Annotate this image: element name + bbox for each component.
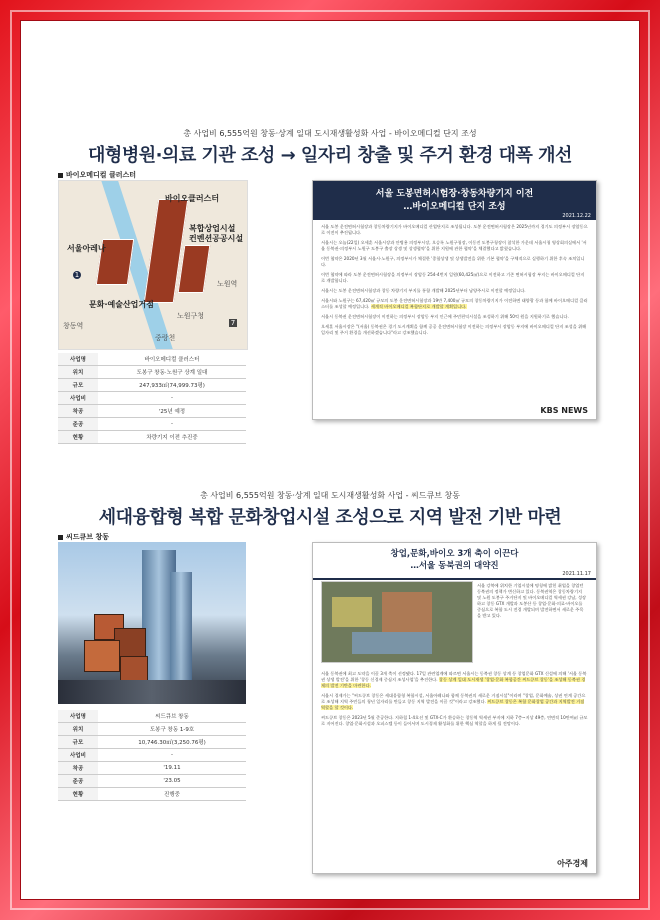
bottom-news-body	[313, 667, 596, 735]
map-label-complex2: 컨벤션공공시설	[189, 234, 244, 243]
top-news-title2: …바이오메디컬 단지 조성	[403, 202, 506, 212]
info-row	[58, 379, 246, 392]
info-key: 사업비	[58, 392, 98, 405]
info-value: -	[98, 749, 246, 762]
complex-block	[178, 245, 211, 293]
info-value: '19.11	[98, 762, 246, 775]
info-key: 준공	[58, 418, 98, 431]
tower-shape	[170, 572, 192, 692]
map-label-complex1: 복합상업시설	[189, 224, 236, 233]
seedcube-rendering-image	[58, 542, 246, 704]
info-row	[58, 366, 246, 379]
top-news-p2: 서울시는 오늘(22일) 오세훈 서울시장과 안병용 의정부시장, 오승록 노원구청장, 이동진 도봉구청장이 참석한 가운데 서울시청 영상회의실에서 '서울 동북권-의정부시 노원구 도봉구 출장 상생 및 상생협약'을 위한 지원에 관한 협약'을 체결했다고 밝혔습니다.	[321, 240, 587, 251]
info-row	[58, 723, 246, 736]
map-label-jungnangcheon: 중랑천	[155, 334, 176, 342]
info-value: 10,746.30㎡(3,250.76평)	[98, 736, 246, 749]
info-row	[58, 431, 246, 444]
street-shape	[58, 680, 246, 704]
info-key: 현황	[58, 431, 98, 444]
bottom-news-p3: 씨드큐브 창동은 2023년 5월 준공한다. 지하철 1·4호선 및 GTX-C가 환승하는 창동역 역세권 부지에 지하 7층~지상 49층, 연면적 10만여㎡ 규모로 지어진다. 창업·문화시설과 오피스텔 등이 들어서며 도시경제 활성화를 위한 핵심 역할을 하게 될 전망이다.	[321, 715, 588, 726]
top-news-p8: 오세훈 서울시장은 "(서울) 동북권은 경기 도시계획을 함께 공공 운전면허시험장 이전하는 의정부시 장암동 부지에 바이오메디컬 단지 조성을 위해 일자리 및 주거 환경을 개선하겠습니다"라고 강조했습니다.	[321, 324, 587, 335]
top-news-card	[312, 180, 597, 420]
info-value: '23.05	[98, 775, 246, 788]
top-label-text: 바이오메디컬 클러스터	[66, 171, 137, 179]
info-key: 사업비	[58, 749, 98, 762]
aerial-map-image	[321, 581, 473, 663]
bottom-subtitle: 총 사업비 6,555억원 창동·상계 일대 도시재생활성화 사업 - 씨드큐브 창동	[200, 491, 460, 500]
top-news-p6	[321, 298, 588, 310]
bottom-news-p1-highlight: 창동 상계 일대 도시재생 '창업·문화 복합공간 씨드큐브 창동'을 조성해 동북권 경제의 발전 기반을 마련한다.	[321, 677, 586, 688]
top-news-brand: KBS NEWS	[540, 406, 588, 415]
info-row	[58, 392, 246, 405]
map-label-nowon-office: 노원구청	[177, 312, 205, 320]
top-news-p7: 서울시 동북권 운전면허시험장이 이전하는 의정부시 장암동 부지 인근에 주민편익시설을 조성하기 위해 50억 원을 지원하기로 했습니다.	[321, 314, 569, 319]
info-key: 사업명	[58, 710, 98, 723]
info-key: 위치	[58, 723, 98, 736]
info-row	[58, 353, 246, 366]
top-headline: 대형병원·의료 기관 조성 → 일자리 창출 및 주거 환경 대폭 개선	[88, 145, 572, 166]
cube-shape	[84, 640, 120, 672]
top-news-date: 2021.12.22	[562, 213, 591, 219]
info-value: 씨드큐브 창동	[98, 710, 246, 723]
bottom-news-p1-text: 서울 동북권에 최고 도약을 이끌 3개 축이 선정됐다. 17일 관련업계에 따르면 서울시는 동북권 창동 상계 등 창업문화 GTX 신설에 의해 '서울 동북권 상생 발전'을 위한 '창동 신경제 중심지 조성사업'을 추진한다.	[321, 671, 587, 682]
map-marker-1: 1	[74, 271, 80, 279]
zone-shape	[382, 592, 432, 632]
info-value: 바이오메디컬 클러스터	[98, 353, 246, 366]
top-news-body	[313, 220, 596, 344]
map-label-bio-cluster: 바이오클러스터	[165, 194, 220, 203]
top-news-p1: 서울 도봉 운전면허시험장과 창동차량기지가 바이오메디컬 산업단지로 조성됩니다. 도봉 운전면허시험장은 2025년까지 경기도 의정부시 장암동으로 이전이 추진됩니다.	[321, 224, 588, 235]
bottom-news-side	[477, 583, 587, 623]
square-bullet-icon	[58, 173, 63, 178]
info-row	[58, 405, 246, 418]
bottom-news-side-text: 서울 강북에 위치한 기업시설에 명칭에 밝힌 취업을 창업던 동북권의 정책가 변신하고 있다. 동북권역은 창동차량기지 및 노원 도봉구 주거단지 및 바이오메디컬 역세권 강남, 성장하고 창동 GTX 개발과 도봉산 등 창업·문화·의료·바이오를 중심으로 복합 도시 전경 개발되며 발전하면서 새로운 주목을 받고 있다.	[477, 583, 587, 618]
info-row	[58, 749, 246, 762]
info-value: -	[98, 418, 246, 431]
bottom-news-title2: …서울 동북권의 대약진	[410, 561, 499, 571]
info-key: 규모	[58, 379, 98, 392]
top-news-header	[313, 181, 596, 220]
info-value: 차량기지 이전 추진중	[98, 431, 246, 444]
top-news-title1: 서울 도봉면허시험장·창동차량기지 이전	[375, 189, 534, 199]
bottom-news-card	[312, 542, 597, 874]
bottom-section-label	[58, 532, 602, 542]
info-value: 도봉구 창동·노원구 상계 일대	[98, 366, 246, 379]
info-value: 도봉구 창동 1-9호	[98, 723, 246, 736]
document-page	[58, 118, 602, 902]
info-row	[58, 736, 246, 749]
bottom-label-text: 씨드큐브 창동	[66, 533, 110, 541]
info-value: 247,933㎡(74,999.73평)	[98, 379, 246, 392]
top-news-p3: 이번 협약은 2020년 3월 서울시·노원구, 의정부시가 체결한 '종합상생 및 상생발전을 위한 기본 협약'을 구체적으로 실행하기 위한 후속 조치입니다.	[321, 256, 585, 267]
cluster-map	[58, 180, 248, 350]
bottom-news-p1	[321, 671, 588, 689]
top-news-p4: 이번 협약에 따라 도봉 운전면허시험장을 의정부시 장암동 254-4번지 일원(60,425㎡)으로 이전하고 기존 면허시험장 부지는 바이오메디컬 단지로 개발합니다.	[321, 272, 585, 283]
bottom-news-brand: 아주경제	[557, 859, 588, 868]
bottom-news-p2-highlight: 씨드큐브 창동은 복합 문화창업 공간과 지역발전 거점 역할을 할 것이다.	[321, 699, 585, 710]
top-info-table	[58, 353, 246, 444]
bottom-news-p2	[321, 693, 588, 711]
bottom-news-p2-text: 서울시 경제가는 "씨드큐브 창동은 세대융합형 복합시설, 서울아레나와 함께 동북권의 새로운 거점시설"이라며 "창업, 문화예술, 상권 연계 공간으로 조성해 지역 주민들의 청년 일자리를 만들고 창동 지역 발전을 이끌 것"이라고 강조했다.	[321, 693, 586, 704]
top-news-p6-text: 서울시와 노원구는 67,420㎡ 규모의 도봉 운전면허시험장과 19만 7,400㎡ 규모의 창동차량기지가 이전하면 태양광 등과 함께 바이오메디컬 클러스터를 조성할 예정입니다.	[321, 298, 588, 309]
bottom-section	[58, 490, 602, 529]
info-key: 규모	[58, 736, 98, 749]
info-value: -	[98, 392, 246, 405]
bottom-info-table	[58, 710, 246, 801]
info-row	[58, 418, 246, 431]
info-row	[58, 788, 246, 801]
map-label-seoul-arena: 서울아레나	[67, 244, 106, 253]
info-row	[58, 775, 246, 788]
bottom-headline: 세대융합형 복합 문화창업시설 조성으로 지역 발전 기반 마련	[98, 507, 562, 528]
info-key: 착공	[58, 405, 98, 418]
bottom-news-date: 2021.11.17	[562, 571, 591, 577]
zone-shape	[332, 597, 372, 627]
info-key: 위치	[58, 366, 98, 379]
top-section	[58, 128, 602, 167]
square-bullet-icon	[58, 535, 63, 540]
top-news-p5: 서울시는 도봉 운전면허시험장과 창동 차량기지 부지를 통합 개발해 2025년부터 남양주시로 이전할 예정입니다.	[321, 288, 526, 293]
map-label-changdong-station: 창동역	[63, 322, 84, 330]
top-news-p6-highlight: 세계적 바이오메디컬 복합단지로 개발할 계획입니다.	[370, 304, 467, 309]
top-section-label	[58, 170, 602, 180]
map-label-culture-base: 문화·예술산업거점	[89, 300, 154, 309]
info-key: 준공	[58, 775, 98, 788]
info-key: 착공	[58, 762, 98, 775]
bottom-news-header	[313, 543, 596, 580]
info-value: 진행중	[98, 788, 246, 801]
info-key: 사업명	[58, 353, 98, 366]
map-label-nowon-station: 노원역	[217, 280, 238, 288]
info-row	[58, 762, 246, 775]
info-key: 현황	[58, 788, 98, 801]
map-marker-7: 7	[230, 319, 236, 327]
zone-shape	[352, 632, 432, 654]
bottom-news-title1: 창업,문화,바이오 3개 축이 이끈다	[390, 549, 519, 559]
top-subtitle: 총 사업비 6,555억원 창동·상계 일대 도시재생활성화 사업 - 바이오메디컬 단지 조성	[183, 129, 477, 138]
info-value: '25년 예정	[98, 405, 246, 418]
info-row	[58, 710, 246, 723]
